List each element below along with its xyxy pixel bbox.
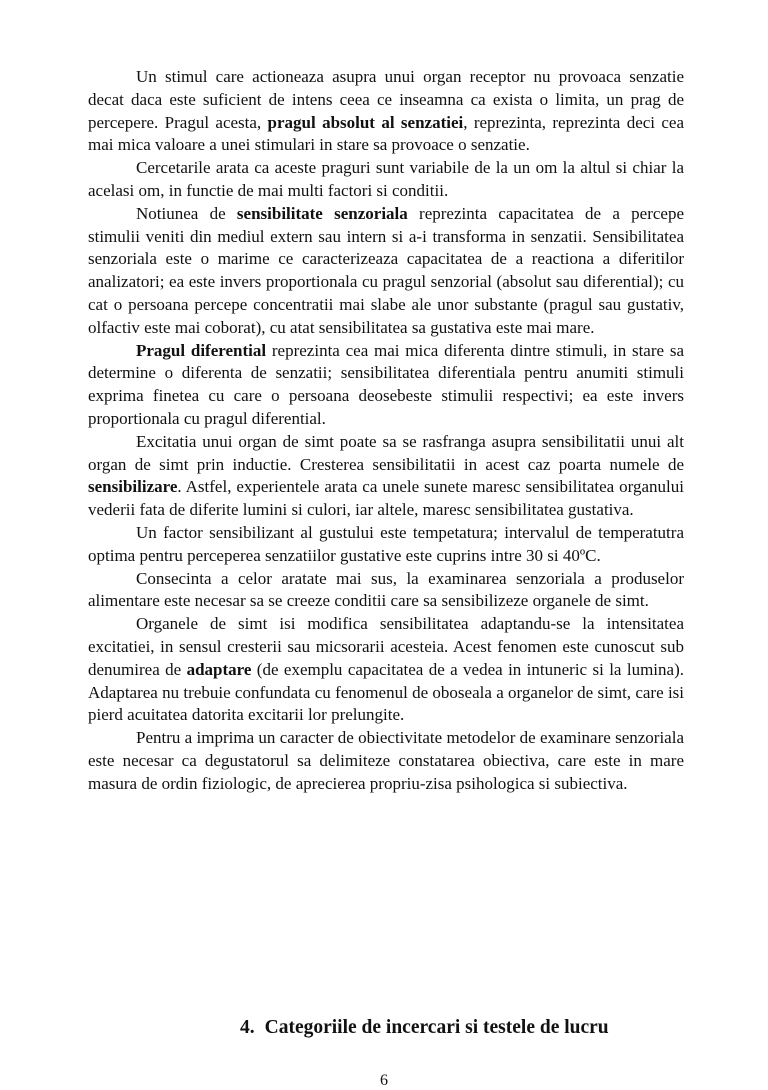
paragraph — [88, 66, 684, 157]
bold-term: adaptare — [186, 659, 252, 679]
section-heading — [240, 1017, 609, 1039]
paragraph — [88, 727, 684, 795]
document-body — [88, 66, 684, 796]
paragraph — [88, 568, 684, 614]
text-run: , reprezinta, reprezinta deci cea mai mica valoare a unei stimulari in stare sa provoace o senzatie. — [88, 112, 685, 155]
text-run: (de exemplu capacitatea de a vedea in intuneric si la lumina). Adaptarea nu trebuie confundata cu fenomenul de oboseala a organelor de simt, care isi pierd acuitatea datorita excitarii lor prelungite. — [88, 659, 684, 725]
paragraph — [88, 431, 684, 522]
text-run: Excitatia unui organ de simt poate sa se rasfranga asupra sensibilitatii unui alt organ de simt prin inductie. Cresterea sensibilitatii in acest caz poarta numele de — [88, 431, 684, 474]
text-run: . Astfel, experientele arata ca unele sunete maresc sensibilitatea organului vederii fata de diferite lumini si culori, iar altele, maresc sensibilitatea gustativa. — [88, 477, 684, 520]
text-run: Notiunea de — [136, 203, 237, 223]
text-run: Un factor sensibilizant al gustului este tempetatura; intervalul de temperatutra optima pentru perceperea senzatiilor gustative este cuprins intre 30 si 40ºC. — [88, 522, 684, 565]
text-run: Un stimul care actioneaza asupra unui organ receptor nu provoaca senzatie decat daca este suficient de intens ceea ce inseamna ca exista o limita, un prag de percepere. Pragul acesta, — [88, 67, 684, 132]
text-run: Cercetarile arata ca aceste praguri sunt variabile de la un om la altul si chiar la acelasi om, in functie de mai multi factori si conditii. — [88, 158, 684, 200]
text-run: Consecinta a celor aratate mai sus, la examinarea senzoriala a produselor alimentare este necesar sa se creeze conditii care sa sensibilizeze organele de simt. — [88, 568, 684, 611]
bold-term: Pragul diferential — [136, 340, 267, 360]
section-title: Categoriile de incercari si testele de lucru — [264, 1017, 609, 1038]
text-run: reprezinta capacitatea de a percepe stimulii veniti din mediul extern sau intern si a-i transforma in senzatii. Sensibilitatea senzoriala este o marime ce caracterizeaza capacitatea de a reactiona a diferitilor analizatori; ea este invers proportionala cu pragul senzorial (absolut sau diferential); cu cat o persoana percepe concentratii mai slabe ale unor substante (pragul sau gustativ, olfactiv este mai coborat), cu atat sensibilitatea sa gustativa este mai mare. — [88, 203, 684, 337]
bold-term: pragul absolut al senzatiei — [267, 112, 464, 132]
paragraph — [88, 157, 684, 203]
paragraph — [88, 203, 684, 340]
section-number: 4. — [240, 1017, 255, 1038]
text-run: Pentru a imprima un caracter de obiectivitate metodelor de examinare senzoriala este necesar ca degustatorul sa delimiteze constatarea obiectiva, care este in mare masura de ordin fiziologic, de aprecierea propriu-zisa psihologica si subiectiva. — [88, 728, 684, 793]
text-run: reprezinta cea mai mica diferenta dintre stimuli, in stare sa determine o diferenta de senzatii; sensibilitatea diferentiala pentru anumiti stimuli exprima finetea cu care o persoana deosebeste stimulii respectivi; ea este invers proportionala cu pragul diferential. — [88, 340, 684, 428]
bold-term: sensibilizare — [88, 477, 178, 497]
paragraph — [88, 613, 684, 727]
bold-term: sensibilitate senzoriala — [236, 203, 408, 223]
paragraph — [88, 340, 684, 431]
text-run: Organele de simt isi modifica sensibilitatea adaptandu-se la intensitatea excitatiei, in sensul cresterii sau micsorarii acesteia. Acest fenomen este cunoscut sub denumirea de — [88, 614, 684, 679]
paragraph — [88, 522, 684, 568]
page-number: 6 — [380, 1072, 388, 1089]
